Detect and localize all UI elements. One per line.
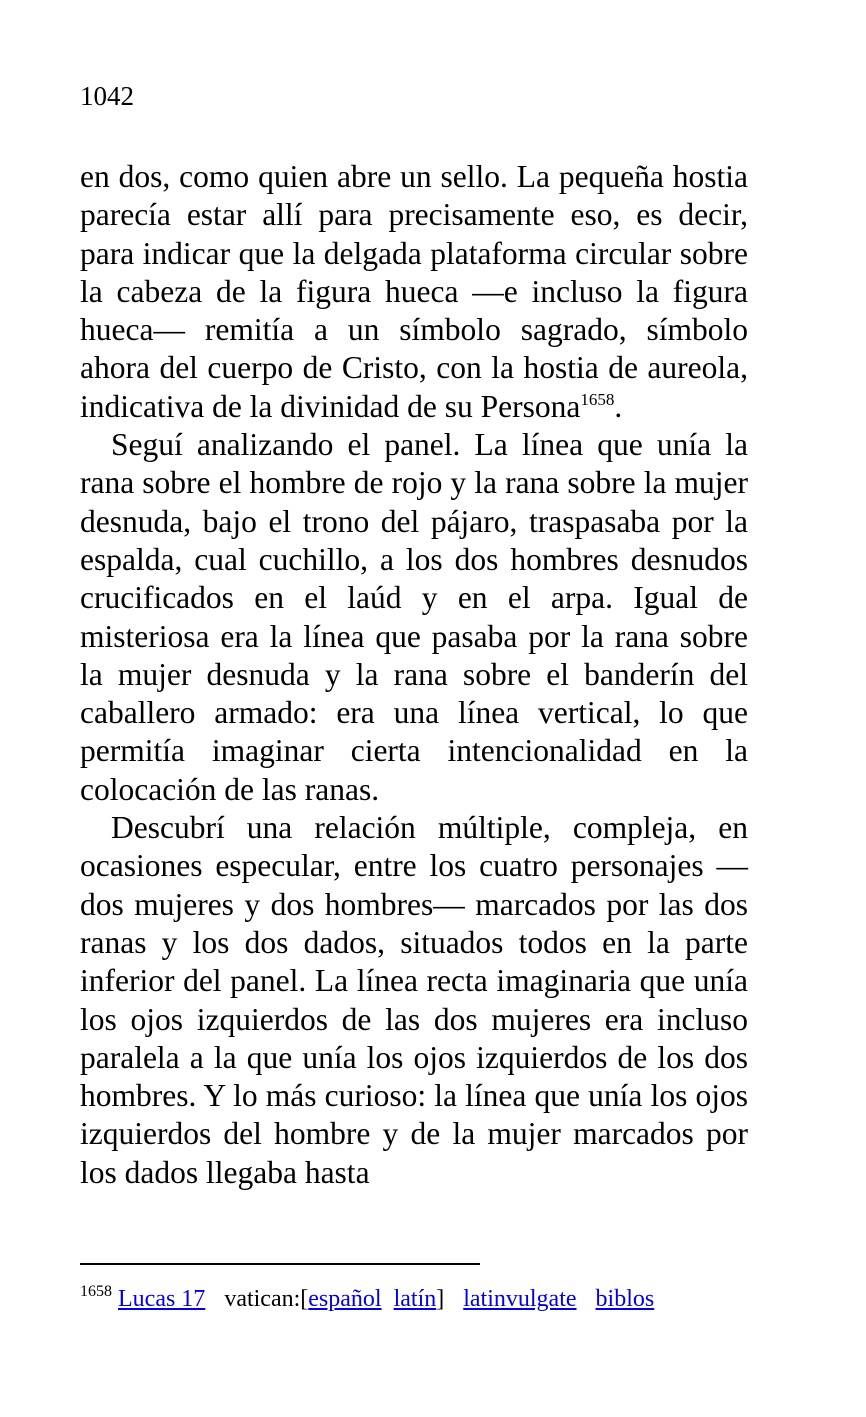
paragraph-1-text: en dos, como quien abre un sello. La pequeña hostia parecía estar allí para precisamente eso, es decir, para indicar que la delgada plataforma circular sobre la cabeza de la figura hueca —e incluso la figura hueca— remitía a un símbolo sagrado, símbolo ahora del cuerpo de Cristo, con la hostia de aureola, indicativa de la divinidad de su Persona [80,159,748,424]
paragraph-2: Seguí analizando el panel. La línea que unía la rana sobre el hombre de rojo y la rana sobre la mujer desnuda, bajo el trono del pájaro, traspasaba por la espalda, cual cuchillo, a los dos hombres desnudos crucificados en el laúd y en el arpa. Igual de misteriosa era la línea que pasaba por la rana sobre la mujer desnuda y la rana sobre el banderín del caballero armado: era una línea vertical, lo que permitía imaginar cierta intencionalidad en la colocación de las ranas. [80,427,748,807]
link-espanol[interactable]: español [308,1286,382,1312]
footnote-divider [80,1263,480,1265]
paragraph-1 [80,158,748,426]
link-lucas[interactable]: Lucas 17 [118,1286,206,1312]
paragraph-3: Descubrí una relación múltiple, compleja, en ocasiones especular, entre los cuatro personajes —dos mujeres y dos hombres— marcados por las dos ranas y los dos dados, situados todos en la parte inferior del panel. La línea recta imaginaria que unía los ojos izquierdos de las dos mujeres era incluso paralela a la que unía los ojos izquierdos de los dos hombres. Y lo más curioso: la línea que unía los ojos izquierdos del hombre y de la mujer marcados por los dados llegaba hasta [80,810,748,1190]
page-number: 1042 [80,81,134,111]
link-latin[interactable]: latín [393,1286,437,1312]
footnote-number: 1658 [80,1283,112,1300]
body-text [80,158,748,1192]
link-latinvulgate[interactable]: latinvulgate [463,1286,577,1312]
paragraph-1-end: . [614,388,623,424]
vatican-suffix: ] [436,1286,445,1312]
link-biblos[interactable]: biblos [595,1286,655,1312]
footnote-reference[interactable]: 1658 [580,389,615,409]
vatican-prefix: vatican:[ [224,1286,309,1312]
footnote [80,1281,654,1317]
